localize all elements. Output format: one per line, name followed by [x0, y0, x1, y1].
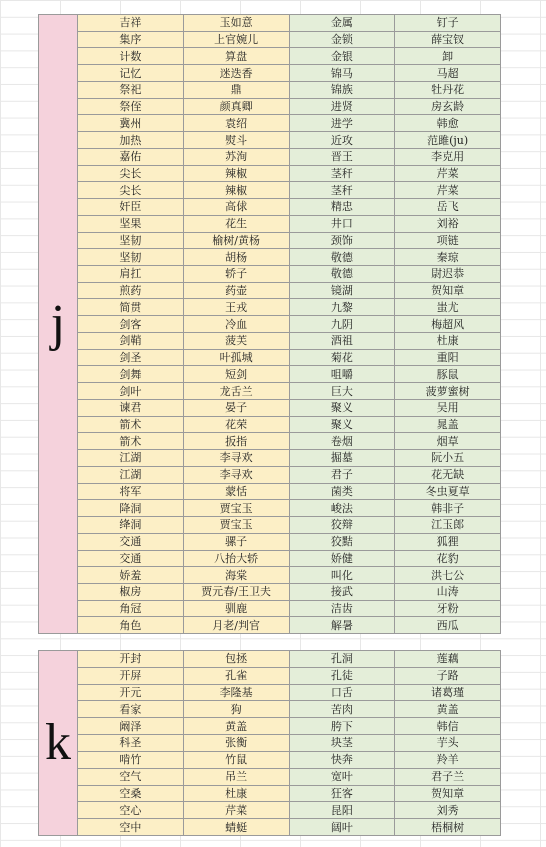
table-cell[interactable]: 精忠 [289, 199, 395, 216]
table-cell[interactable]: 狂客 [289, 786, 395, 803]
table-cell[interactable]: 祭侄 [78, 99, 183, 116]
table-cell[interactable]: 芹菜 [394, 182, 500, 199]
table-cell[interactable]: 豚鼠 [394, 366, 500, 383]
table-cell[interactable]: 菠萝蜜树 [394, 383, 500, 400]
table-cell[interactable]: 菌类 [289, 484, 395, 501]
table-cell[interactable]: 君子兰 [394, 769, 500, 786]
section-rows [78, 14, 501, 634]
table-cell[interactable]: 箭术 [78, 417, 183, 434]
table-cell[interactable]: 韩愈 [394, 115, 500, 132]
table-cell[interactable]: 范雎(ju) [394, 132, 500, 149]
table-row [78, 735, 500, 752]
table-cell[interactable]: 绛洞 [78, 517, 183, 534]
table-cell[interactable]: 蒙恬 [183, 484, 289, 501]
table-cell[interactable]: 嘉佑 [78, 149, 183, 166]
table-row [78, 701, 500, 718]
table-cell[interactable]: 九黎 [289, 299, 395, 316]
table-cell[interactable]: 君子 [289, 467, 395, 484]
table-cell[interactable]: 杜康 [183, 786, 289, 803]
table-row [78, 786, 500, 803]
section-j [38, 14, 501, 634]
table-cell[interactable]: 贺知章 [394, 283, 500, 300]
table-row [78, 685, 500, 702]
table-cell[interactable]: 金锁 [289, 32, 395, 49]
table-cell[interactable]: 王戎 [183, 299, 289, 316]
table-cell[interactable]: 空气 [78, 769, 183, 786]
table-cell[interactable]: 卷烟 [289, 433, 395, 450]
table-cell[interactable]: 煎药 [78, 283, 183, 300]
table-cell[interactable]: 将军 [78, 484, 183, 501]
table-cell[interactable]: 袁绍 [183, 115, 289, 132]
section-k [38, 650, 501, 836]
letter-cell[interactable]: k [38, 650, 78, 836]
table-cell[interactable]: 晋王 [289, 149, 395, 166]
table-cell[interactable]: 快奔 [289, 752, 395, 769]
table-row [78, 182, 500, 199]
table-cell[interactable]: 牙粉 [394, 601, 500, 618]
table-cell[interactable]: 冀州 [78, 115, 183, 132]
table-row [78, 617, 500, 634]
table-cell[interactable]: 椒房 [78, 584, 183, 601]
table-cell[interactable]: 孔徒 [289, 668, 395, 685]
table-row [78, 299, 500, 316]
table-row [78, 668, 500, 685]
table-cell[interactable]: 狗 [183, 701, 289, 718]
table-cell[interactable]: 娇健 [289, 551, 395, 568]
table-cell[interactable]: 峻法 [289, 500, 395, 517]
table-cell[interactable]: 杜康 [394, 333, 500, 350]
table-row [78, 333, 500, 350]
table-cell[interactable]: 祭祀 [78, 82, 183, 99]
table-row [78, 15, 500, 32]
table-cell[interactable]: 开元 [78, 685, 183, 702]
table-cell[interactable]: 梧桐树 [394, 819, 500, 836]
table-cell[interactable]: 贺知章 [394, 786, 500, 803]
table-cell[interactable]: 竹鼠 [183, 752, 289, 769]
table-row [78, 400, 500, 417]
letter-cell[interactable]: j [38, 14, 78, 634]
table-cell[interactable]: 接武 [289, 584, 395, 601]
table-cell[interactable]: 茎秆 [289, 182, 395, 199]
table-cell[interactable]: 剑舞 [78, 366, 183, 383]
table-cell[interactable]: 高俅 [183, 199, 289, 216]
table-cell[interactable]: 简贯 [78, 299, 183, 316]
table-cell[interactable]: 蜻蜓 [183, 819, 289, 836]
table-cell[interactable]: 狡黠 [289, 534, 395, 551]
table-row [78, 752, 500, 769]
table-row [78, 718, 500, 735]
table-cell[interactable]: 口舌 [289, 685, 395, 702]
table-row [78, 283, 500, 300]
table-cell[interactable]: 短剑 [183, 366, 289, 383]
table-cell[interactable]: 张衡 [183, 735, 289, 752]
table-cell[interactable]: 箭术 [78, 433, 183, 450]
table-cell[interactable]: 黄盖 [183, 718, 289, 735]
table-cell[interactable]: 药壶 [183, 283, 289, 300]
table-row [78, 149, 500, 166]
table-row [78, 366, 500, 383]
table-row [78, 484, 500, 501]
table-row [78, 316, 500, 333]
table-cell[interactable]: 贾宝玉 [183, 517, 289, 534]
table-cell[interactable]: 近攻 [289, 132, 395, 149]
table-cell[interactable]: 锦马 [289, 65, 395, 82]
table-cell[interactable]: 卸 [394, 48, 500, 65]
table-cell[interactable]: 牡丹花 [394, 82, 500, 99]
table-cell[interactable]: 房玄龄 [394, 99, 500, 116]
table-cell[interactable]: 晏子 [183, 400, 289, 417]
table-cell[interactable]: 江玉郎 [394, 517, 500, 534]
table-cell[interactable]: 蚩尤 [394, 299, 500, 316]
table-row [78, 500, 500, 517]
table-cell[interactable]: 韩非子 [394, 500, 500, 517]
table-cell[interactable]: 剑圣 [78, 350, 183, 367]
table-row [78, 65, 500, 82]
table-cell[interactable]: 空心 [78, 802, 183, 819]
table-cell[interactable]: 江湖 [78, 467, 183, 484]
table-cell[interactable]: 狡辩 [289, 517, 395, 534]
table-cell[interactable]: 空中 [78, 819, 183, 836]
table-cell[interactable]: 剑叶 [78, 383, 183, 400]
table-cell[interactable]: 加热 [78, 132, 183, 149]
table-cell[interactable]: 算盘 [183, 48, 289, 65]
table-cell[interactable]: 交通 [78, 534, 183, 551]
table-cell[interactable]: 玉如意 [183, 15, 289, 32]
table-cell[interactable]: 迷迭香 [183, 65, 289, 82]
table-cell[interactable]: 晁盖 [394, 417, 500, 434]
table-cell[interactable]: 聚义 [289, 417, 395, 434]
table-cell[interactable]: 掘墓 [289, 450, 395, 467]
table-row [78, 115, 500, 132]
table-cell[interactable]: 孔洞 [289, 651, 395, 668]
table-cell[interactable]: 记忆 [78, 65, 183, 82]
table-cell[interactable]: 空桑 [78, 786, 183, 803]
table-cell[interactable]: 羚羊 [394, 752, 500, 769]
table-cell[interactable]: 秦琼 [394, 249, 500, 266]
table-row [78, 802, 500, 819]
table-cell[interactable]: 科圣 [78, 735, 183, 752]
table-cell[interactable]: 轿子 [183, 266, 289, 283]
table-cell[interactable]: 苦肉 [289, 701, 395, 718]
table-row [78, 819, 500, 836]
table-row [78, 82, 500, 99]
table-cell[interactable]: 苏洵 [183, 149, 289, 166]
section-rows [78, 650, 501, 836]
table-cell[interactable]: 咀嚼 [289, 366, 395, 383]
table-cell[interactable]: 菠芙 [183, 333, 289, 350]
table-cell[interactable]: 阚泽 [78, 718, 183, 735]
table-cell[interactable]: 刘秀 [394, 802, 500, 819]
table-cell[interactable]: 剑鞘 [78, 333, 183, 350]
table-row [78, 584, 500, 601]
table-row [78, 551, 500, 568]
table-cell[interactable]: 辣椒 [183, 166, 289, 183]
table-row [78, 249, 500, 266]
table-cell[interactable]: 冷血 [183, 316, 289, 333]
table-cell[interactable]: 聚义 [289, 400, 395, 417]
table-cell[interactable]: 角冠 [78, 601, 183, 618]
table-cell[interactable]: 计数 [78, 48, 183, 65]
table-cell[interactable]: 八抬大轿 [183, 551, 289, 568]
table-cell[interactable]: 山涛 [394, 584, 500, 601]
table-cell[interactable]: 辣椒 [183, 182, 289, 199]
table-cell[interactable]: 龙舌兰 [183, 383, 289, 400]
table-cell[interactable]: 榆树/黄杨 [183, 233, 289, 250]
table-cell[interactable]: 进学 [289, 115, 395, 132]
table-cell[interactable]: 金属 [289, 15, 395, 32]
table-row [78, 601, 500, 618]
table-cell[interactable]: 酒祖 [289, 333, 395, 350]
table-cell[interactable]: 薛宝钗 [394, 32, 500, 49]
table-cell[interactable]: 李寻欢 [183, 450, 289, 467]
table-cell[interactable]: 岳飞 [394, 199, 500, 216]
table-cell[interactable]: 进贤 [289, 99, 395, 116]
table-cell[interactable]: 马超 [394, 65, 500, 82]
table-cell[interactable]: 叫化 [289, 567, 395, 584]
table-cell[interactable]: 坚韧 [78, 249, 183, 266]
table-cell[interactable]: 烟草 [394, 433, 500, 450]
table-cell[interactable]: 巨大 [289, 383, 395, 400]
table-cell[interactable]: 尖长 [78, 182, 183, 199]
table-row [78, 233, 500, 250]
table-cell[interactable]: 茎秆 [289, 166, 395, 183]
table-row [78, 132, 500, 149]
table-row [78, 199, 500, 216]
table-cell[interactable]: 芹菜 [394, 166, 500, 183]
table-cell[interactable]: 驯鹿 [183, 601, 289, 618]
table-cell[interactable]: 李克用 [394, 149, 500, 166]
table-row [78, 166, 500, 183]
table-cell[interactable]: 李寻欢 [183, 467, 289, 484]
table-cell[interactable]: 梅超风 [394, 316, 500, 333]
table-cell[interactable]: 角色 [78, 617, 183, 634]
table-cell[interactable]: 肩扛 [78, 266, 183, 283]
table-cell[interactable]: 坚果 [78, 216, 183, 233]
table-cell[interactable]: 海棠 [183, 567, 289, 584]
table-row [78, 48, 500, 65]
table-cell[interactable]: 交通 [78, 551, 183, 568]
table-cell[interactable]: 宽叶 [289, 769, 395, 786]
table-cell[interactable]: 黄盖 [394, 701, 500, 718]
table-row [78, 517, 500, 534]
table-row [78, 383, 500, 400]
table-row [78, 769, 500, 786]
table-cell[interactable]: 阮小五 [394, 450, 500, 467]
table-cell[interactable]: 金银 [289, 48, 395, 65]
table-cell[interactable]: 敬德 [289, 249, 395, 266]
table-cell[interactable]: 花荣 [183, 417, 289, 434]
table-row [78, 99, 500, 116]
table-cell[interactable]: 冬虫夏草 [394, 484, 500, 501]
table-cell[interactable]: 狐狸 [394, 534, 500, 551]
table-cell[interactable]: 开封 [78, 651, 183, 668]
table-cell[interactable]: 啃竹 [78, 752, 183, 769]
table-cell[interactable]: 井口 [289, 216, 395, 233]
table-row [78, 567, 500, 584]
table-cell[interactable]: 娇羞 [78, 567, 183, 584]
table-row [78, 417, 500, 434]
table-cell[interactable]: 芋头 [394, 735, 500, 752]
table-cell[interactable]: 李隆基 [183, 685, 289, 702]
table-cell[interactable]: 花生 [183, 216, 289, 233]
table-cell[interactable]: 花无缺 [394, 467, 500, 484]
table-cell[interactable]: 阔叶 [289, 819, 395, 836]
table-cell[interactable]: 谏君 [78, 400, 183, 417]
table-cell[interactable]: 重阳 [394, 350, 500, 367]
table-cell[interactable]: 坚韧 [78, 233, 183, 250]
table-cell[interactable]: 月老/判官 [183, 617, 289, 634]
table-cell[interactable]: 子路 [394, 668, 500, 685]
table-cell[interactable]: 钉子 [394, 15, 500, 32]
table-cell[interactable]: 颜真卿 [183, 99, 289, 116]
table-cell[interactable]: 江湖 [78, 450, 183, 467]
table-cell[interactable]: 洁齿 [289, 601, 395, 618]
table-cell[interactable]: 锦族 [289, 82, 395, 99]
table-cell[interactable]: 洪七公 [394, 567, 500, 584]
table-cell[interactable]: 开屏 [78, 668, 183, 685]
table-cell[interactable]: 扳指 [183, 433, 289, 450]
table-cell[interactable]: 贾宝玉 [183, 500, 289, 517]
table-cell[interactable]: 胯下 [289, 718, 395, 735]
table-row [78, 467, 500, 484]
table-cell[interactable]: 颈饰 [289, 233, 395, 250]
table-cell[interactable]: 解暑 [289, 617, 395, 634]
table-cell[interactable]: 熨斗 [183, 132, 289, 149]
table-cell[interactable]: 诸葛瑾 [394, 685, 500, 702]
table-cell[interactable]: 叶孤城 [183, 350, 289, 367]
table-cell[interactable]: 骡子 [183, 534, 289, 551]
table-cell[interactable]: 昆阳 [289, 802, 395, 819]
table-cell[interactable]: 贾元春/王卫夫 [183, 584, 289, 601]
table-cell[interactable]: 鼎 [183, 82, 289, 99]
table-cell[interactable]: 吉祥 [78, 15, 183, 32]
table-cell[interactable]: 西瓜 [394, 617, 500, 634]
table-cell[interactable]: 芹菜 [183, 802, 289, 819]
table-cell[interactable]: 上官婉儿 [183, 32, 289, 49]
table-cell[interactable]: 镜湖 [289, 283, 395, 300]
table-row [78, 350, 500, 367]
table-cell[interactable]: 花豹 [394, 551, 500, 568]
table-row [78, 433, 500, 450]
table-cell[interactable]: 莲藕 [394, 651, 500, 668]
table-cell[interactable]: 胡杨 [183, 249, 289, 266]
table-cell[interactable]: 剑客 [78, 316, 183, 333]
table-row [78, 216, 500, 233]
table-cell[interactable]: 项链 [394, 233, 500, 250]
table-cell[interactable]: 集序 [78, 32, 183, 49]
table-cell[interactable]: 降洞 [78, 500, 183, 517]
table-cell[interactable]: 尉迟恭 [394, 266, 500, 283]
table-cell[interactable]: 看家 [78, 701, 183, 718]
table-cell[interactable]: 尖长 [78, 166, 183, 183]
table-cell[interactable]: 韩信 [394, 718, 500, 735]
table-cell[interactable]: 吊兰 [183, 769, 289, 786]
table-cell[interactable]: 奸臣 [78, 199, 183, 216]
table-row [78, 534, 500, 551]
table-cell[interactable]: 包拯 [183, 651, 289, 668]
table-row [78, 266, 500, 283]
table-cell[interactable]: 孔雀 [183, 668, 289, 685]
table-cell[interactable]: 吴用 [394, 400, 500, 417]
table-cell[interactable]: 菊花 [289, 350, 395, 367]
table-row [78, 32, 500, 49]
table-cell[interactable]: 块茎 [289, 735, 395, 752]
table-cell[interactable]: 敬德 [289, 266, 395, 283]
table-row [78, 651, 500, 668]
table-cell[interactable]: 刘裕 [394, 216, 500, 233]
table-cell[interactable]: 九阴 [289, 316, 395, 333]
table-row [78, 450, 500, 467]
